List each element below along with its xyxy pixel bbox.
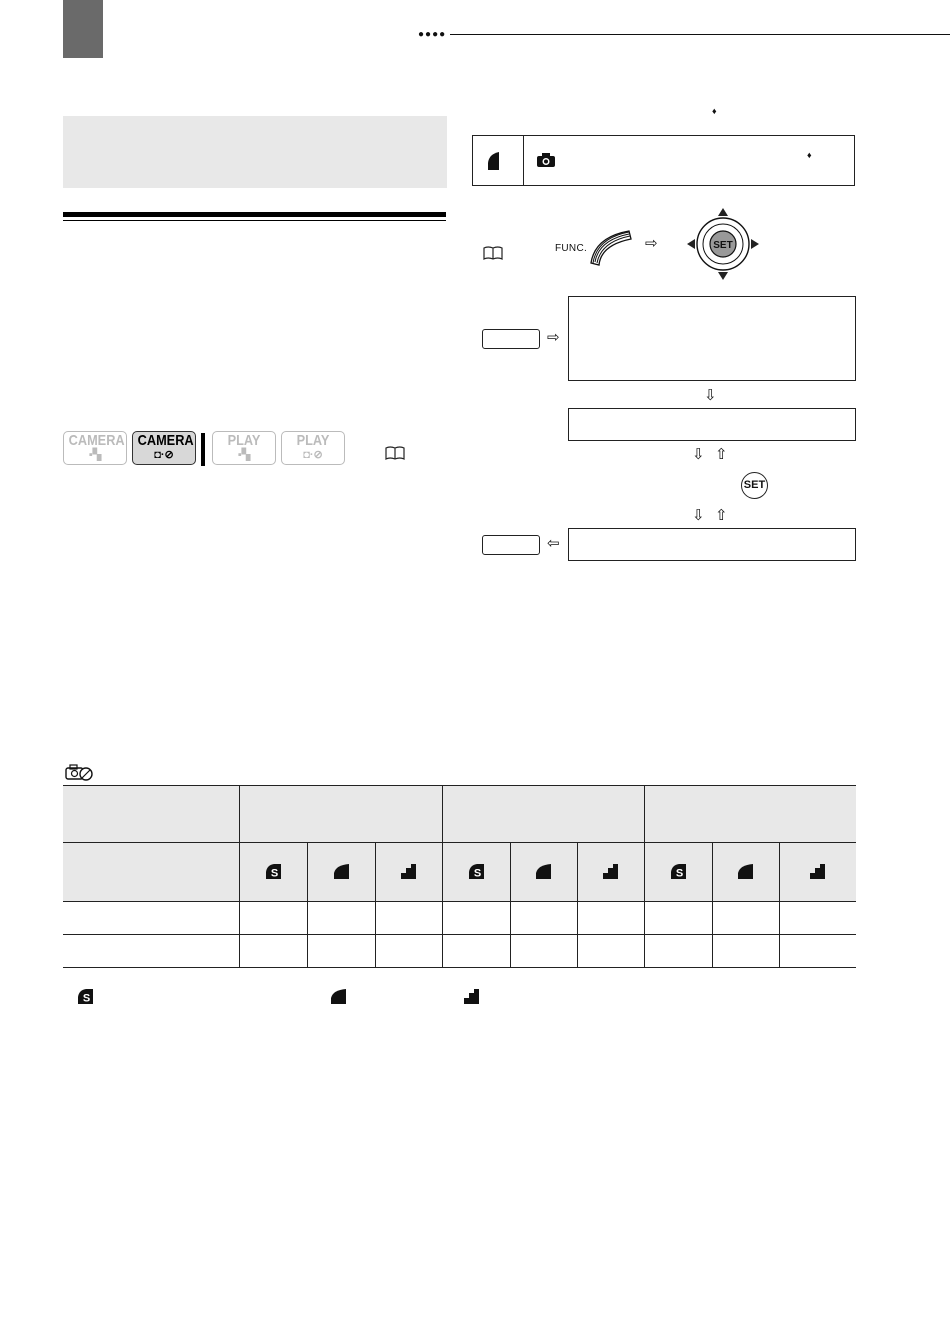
table-row (63, 935, 856, 968)
book-icon (385, 446, 405, 460)
svg-text:S: S (82, 992, 91, 1005)
fine-quality-icon (535, 863, 552, 880)
camera-card-icon (65, 764, 93, 781)
superfine-quality-icon (670, 863, 687, 880)
table-row (63, 902, 856, 935)
func-button-icon[interactable] (589, 227, 633, 267)
quality-setting-options (568, 528, 856, 561)
flow-arrow-up: ⇧ (715, 507, 728, 524)
func-button[interactable] (482, 535, 540, 555)
normal-quality-icon (809, 863, 826, 880)
table-header-cell (63, 786, 239, 843)
func-button[interactable] (482, 329, 540, 349)
table-header-cell (644, 786, 856, 843)
svg-text:S: S (270, 867, 278, 880)
mode-play-movie: PLAY ▪▚ (212, 431, 276, 465)
normal-quality-icon (602, 863, 619, 880)
flow-arrow-left: ⇦ (547, 535, 560, 552)
flow-arrow-up: ⇧ (715, 446, 728, 463)
table-header-cell (239, 786, 442, 843)
normal-quality-icon (463, 988, 480, 1005)
superfine-quality-icon (265, 863, 282, 880)
mode-play-photo: PLAY ◘·⊘ (281, 431, 345, 465)
quality-indicator-box: ♦ (472, 135, 855, 186)
fine-quality-icon (333, 863, 350, 880)
flow-arrow-down: ⇩ (704, 387, 717, 404)
mode-separator (201, 433, 205, 466)
fine-quality-icon (330, 988, 347, 1005)
func-label: FUNC. (555, 243, 588, 254)
svg-text:S: S (473, 867, 481, 880)
book-icon (483, 246, 503, 260)
normal-quality-icon (400, 863, 417, 880)
function-menu-list (568, 296, 856, 381)
table-header-cell (442, 786, 644, 843)
flow-arrow-right: ⇨ (645, 235, 658, 252)
superfine-quality-icon (468, 863, 485, 880)
mode-camera-photo: CAMERA ◘·⊘ (132, 431, 196, 465)
svg-text:S: S (675, 867, 683, 880)
top-marker: ♦ (712, 106, 717, 116)
svg-text:SET: SET (713, 240, 733, 251)
section-rule-thick (63, 212, 446, 217)
fine-quality-icon (737, 863, 754, 880)
chapter-tab (63, 0, 103, 58)
image-size-table (63, 785, 856, 968)
header-rule (450, 34, 950, 35)
multi-selector-icon[interactable] (685, 206, 761, 282)
flow-arrow-right: ⇨ (547, 329, 560, 346)
mode-camera-movie: CAMERA ▪▚ (63, 431, 127, 465)
flow-arrow-down: ⇩ (692, 446, 705, 463)
fine-quality-icon (487, 151, 501, 171)
section-title-box (63, 116, 447, 188)
table-header-cell (63, 843, 239, 902)
quality-menu-item (568, 408, 856, 441)
section-rule-thin (63, 220, 446, 221)
camera-icon (536, 152, 556, 168)
header-dots: ●●●● (418, 29, 447, 40)
flow-arrow-down: ⇩ (692, 507, 705, 524)
set-button-icon[interactable]: SET (741, 472, 768, 499)
superfine-quality-icon (77, 988, 94, 1005)
